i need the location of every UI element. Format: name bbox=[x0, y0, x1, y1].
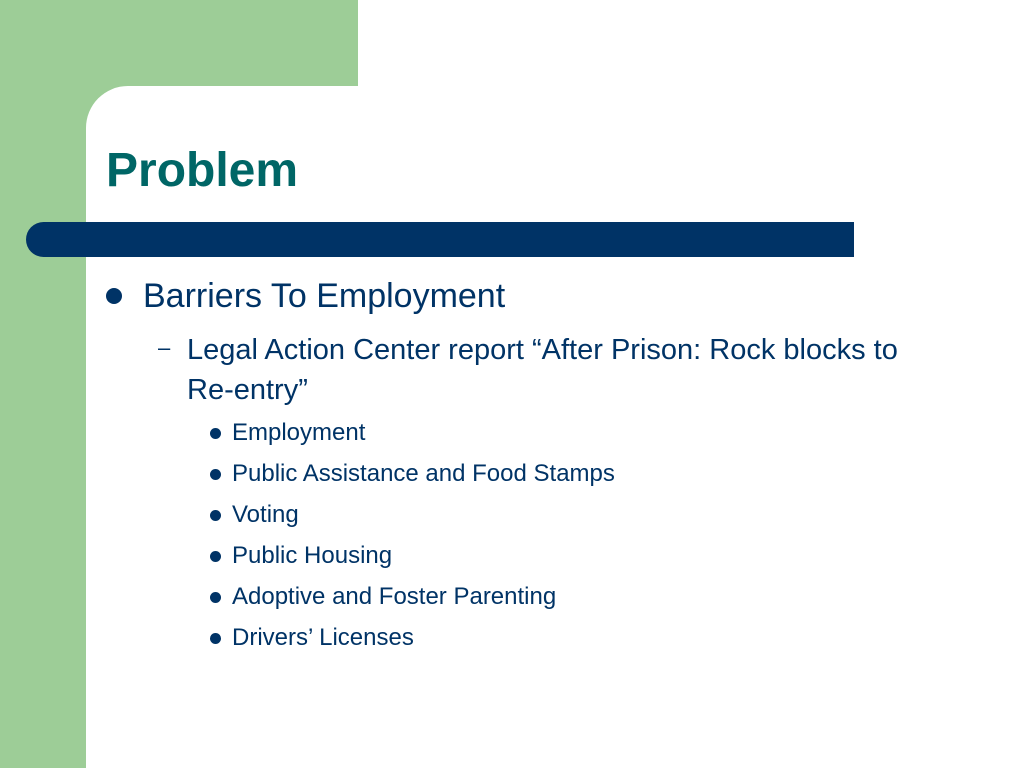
dash-bullet-icon: – bbox=[158, 335, 171, 360]
bullet-icon bbox=[210, 510, 221, 521]
bullet-level3-text: Public Housing bbox=[232, 542, 393, 569]
bullet-icon bbox=[210, 428, 221, 439]
list-item bbox=[210, 496, 910, 537]
list-item bbox=[210, 619, 910, 660]
bullet-level3-text: Voting bbox=[232, 501, 299, 528]
bullet-icon bbox=[106, 288, 122, 304]
bullet-level3-text: Employment bbox=[232, 419, 366, 446]
list-item bbox=[210, 414, 910, 455]
bullet-icon bbox=[210, 469, 221, 480]
list-item bbox=[210, 537, 910, 578]
bullet-icon bbox=[210, 551, 221, 562]
bullet-level3-text: Drivers’ Licenses bbox=[232, 624, 414, 651]
list-item bbox=[210, 578, 910, 619]
bullet-level2-text: Legal Action Center report “After Prison: Rock blocks to Re-entry” bbox=[187, 334, 898, 406]
bullet-icon bbox=[210, 633, 221, 644]
bullet-level3-text: Adoptive and Foster Parenting bbox=[232, 583, 557, 610]
bullet-level1-text: Barriers To Employment bbox=[143, 277, 506, 315]
bullet-level3-text: Public Assistance and Food Stamps bbox=[232, 460, 615, 487]
slide-title: Problem bbox=[106, 144, 299, 197]
bullet-level3-list bbox=[210, 414, 910, 660]
list-item bbox=[210, 455, 910, 496]
bullet-icon bbox=[210, 592, 221, 603]
